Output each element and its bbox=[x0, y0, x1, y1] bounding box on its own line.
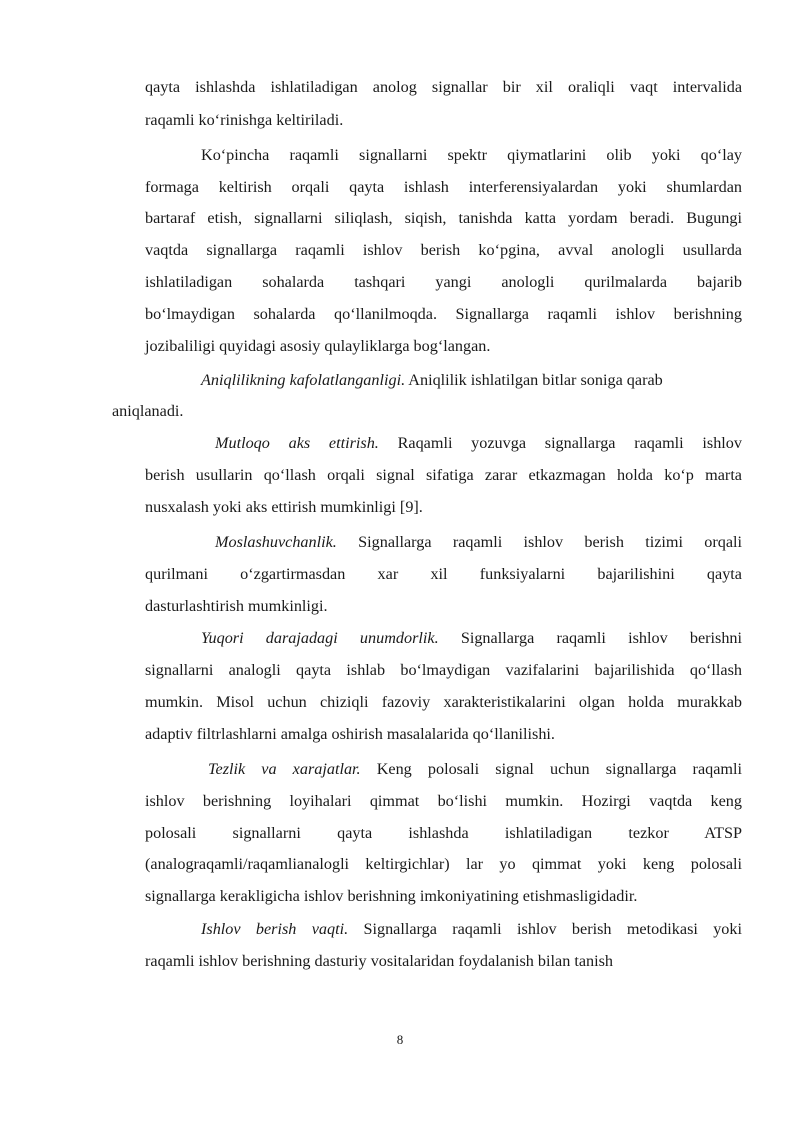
text-line: dasturlashtirish mumkinligi. bbox=[145, 597, 328, 615]
text-line: ishlov berishning loyihalari qimmat bo‘lishi mumkin. Hozirgi vaqtda keng bbox=[145, 792, 742, 810]
text-line: mumkin. Misol uchun chiziqli fazoviy xarakteristikalarini olgan holda murakkab bbox=[145, 693, 742, 711]
page-number: 8 bbox=[396, 1032, 404, 1047]
text-line: adaptiv filtrlashlarni amalga oshirish masalalarida qo‘llanilishi. bbox=[145, 725, 555, 743]
text-span: Keng polosali signal uchun signallarga raqamli bbox=[376, 760, 742, 778]
text-line: signallarni analogli qayta ishlab bo‘lmaydigan vazifalarini bajarilishida qo‘llash bbox=[145, 661, 742, 679]
text-line: raqamli ko‘rinishga keltiriladi. bbox=[145, 111, 344, 129]
text-span: Signallarga raqamli ishlov berish tizimi orqali bbox=[358, 533, 743, 551]
text-line bbox=[201, 628, 742, 648]
text-span: Raqamli yozuvga signallarga raqamli ishlov bbox=[397, 434, 742, 452]
text-line bbox=[215, 433, 742, 453]
text-line: nusxalash yoki aks ettirish mumkinligi [9]. bbox=[145, 498, 423, 516]
text-line: vaqtda signallarga raqamli ishlov berish ko‘pgina, avval anologli usullarda bbox=[145, 241, 742, 259]
text-line: formaga keltirish orqali qayta ishlash interferensiyalardan yoki shumlardan bbox=[145, 178, 742, 196]
text-line bbox=[201, 919, 742, 939]
text-span: Aniqlilik ishlatilgan bitlar soniga qarab bbox=[408, 371, 663, 389]
text-line: qurilmani o‘zgartirmasdan xar xil funksiyalarni bajarilishini qayta bbox=[145, 565, 742, 583]
text-line: jozibaliligi quyidagi asosiy qulayliklarga bog‘langan. bbox=[145, 337, 491, 355]
paragraph-heading: Mutloqo aks ettirish. bbox=[215, 434, 379, 452]
text-line: qayta ishlashda ishlatiladigan anolog signallar bir xil oraliqli vaqt intervalida bbox=[145, 78, 742, 96]
text-line: Ko‘pincha raqamli signallarni spektr qiymatlarini olib yoki qo‘lay bbox=[201, 146, 742, 164]
text-line: (analograqamli/raqamlianalogli keltirgichlar) lar yo qimmat yoki keng polosali bbox=[145, 855, 742, 873]
paragraph-heading: Tezlik va xarajatlar. bbox=[208, 760, 361, 778]
text-line: aniqlanadi. bbox=[112, 402, 184, 420]
text-span: Signallarga raqamli ishlov berishni bbox=[460, 629, 743, 647]
paragraph-heading: Moslashuvchanlik. bbox=[215, 533, 337, 551]
text-line: berish usullarin qo‘llash orqali signal sifatiga zarar etkazmagan holda ko‘p marta bbox=[145, 466, 742, 484]
paragraph-heading: Ishlov berish vaqti. bbox=[201, 920, 349, 938]
text-line: signallarga kerakligicha ishlov berishning imkoniyatining etishmasligidadir. bbox=[145, 887, 638, 905]
text-line: ishlatiladigan sohalarda tashqari yangi anologli qurilmalarda bajarib bbox=[145, 273, 742, 291]
text-line bbox=[208, 759, 742, 779]
text-line bbox=[215, 532, 742, 552]
text-line: bartaraf etish, signallarni siliqlash, siqish, tanishda katta yordam beradi. Bugungi bbox=[145, 209, 742, 227]
paragraph-heading: Yuqori darajadagi unumdorlik. bbox=[201, 629, 439, 647]
text-line bbox=[201, 370, 742, 390]
paragraph-heading: Aniqlilikning kafolatlanganligi. bbox=[201, 371, 406, 389]
text-span: Signallarga raqamli ishlov berish metodikasi yoki bbox=[363, 920, 742, 938]
text-line: raqamli ishlov berishning dasturiy vositalaridan foydalanish bilan tanish bbox=[145, 952, 613, 970]
text-line: polosali signallarni qayta ishlashda ishlatiladigan tezkor ATSP bbox=[145, 824, 742, 842]
text-line: bo‘lmaydigan sohalarda qo‘llanilmoqda. Signallarga raqamli ishlov berishning bbox=[145, 305, 742, 323]
